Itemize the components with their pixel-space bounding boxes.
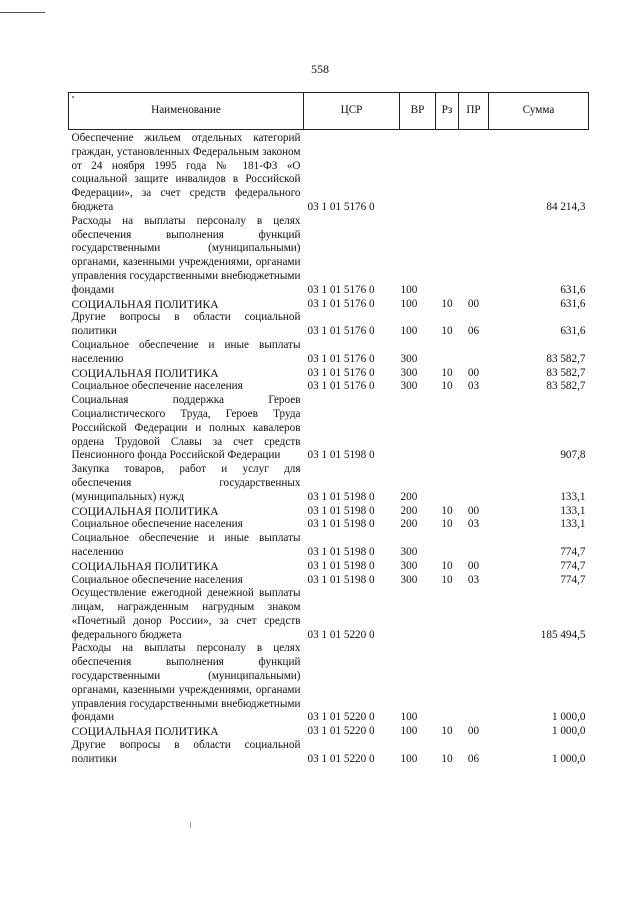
row-vr: 100 bbox=[400, 752, 418, 765]
row-sum: 631,6 bbox=[560, 283, 586, 296]
column-header-pr: ПР bbox=[459, 93, 489, 130]
row-rz: 10 bbox=[441, 518, 453, 531]
row-vr: 200 bbox=[400, 490, 418, 503]
row-pr: 00 bbox=[467, 366, 480, 379]
page-number: 558 bbox=[311, 62, 329, 76]
row-sum: 1 000,0 bbox=[551, 711, 586, 724]
row-pr: 00 bbox=[467, 559, 480, 572]
row-vr bbox=[400, 130, 436, 215]
row-rz: 10 bbox=[441, 573, 453, 586]
row-pr: 06 bbox=[467, 752, 480, 765]
row-name: СОЦИАЛЬНАЯ ПОЛИТИКА bbox=[71, 504, 219, 518]
row-csr: 03 1 01 5198 0 bbox=[307, 545, 375, 558]
table-row bbox=[69, 574, 589, 588]
row-sum: 631,6 bbox=[560, 325, 586, 338]
row-vr bbox=[400, 587, 436, 642]
row-csr: 03 1 01 5198 0 bbox=[307, 449, 375, 462]
row-vr: 100 bbox=[400, 297, 418, 310]
row-vr: 100 bbox=[400, 711, 418, 724]
row-rz bbox=[436, 642, 459, 725]
row-vr: 300 bbox=[400, 366, 418, 379]
row-rz bbox=[436, 463, 459, 504]
table-row bbox=[69, 505, 589, 519]
table-row bbox=[69, 532, 589, 560]
row-pr: 03 bbox=[467, 518, 480, 531]
row-name: Расходы на выплаты персоналу в целях обеспечения выполнения функций государственными (муниципальными) органами, казенными учреждениями, органами управления государственными внебюджетными фондами bbox=[71, 214, 301, 296]
row-sum: 907,8 bbox=[560, 449, 586, 462]
row-csr: 03 1 01 5198 0 bbox=[307, 573, 375, 586]
row-name: Обеспечение жильем отдельных категорий граждан, установленных Федеральным законом от 24 ноября 1995 года № 181-ФЗ «О социальной защите инвалидов в Российской Федерации», за счет средств федерального бюджета bbox=[71, 132, 301, 213]
row-pr bbox=[459, 215, 489, 298]
row-sum: 83 582,7 bbox=[546, 366, 586, 379]
row-vr: 300 bbox=[400, 559, 418, 572]
row-vr: 300 bbox=[400, 380, 418, 393]
row-pr: 00 bbox=[467, 504, 480, 517]
row-pr: 00 bbox=[467, 297, 480, 310]
row-rz: 10 bbox=[441, 504, 453, 517]
table-row bbox=[69, 130, 589, 215]
row-rz bbox=[436, 215, 459, 298]
row-pr bbox=[459, 339, 489, 367]
table-row bbox=[69, 725, 589, 739]
scan-mark-line bbox=[0, 12, 45, 13]
row-name: Социальное обеспечение населения bbox=[71, 518, 243, 531]
row-rz: 10 bbox=[441, 559, 453, 572]
row-rz: 10 bbox=[441, 725, 453, 738]
row-name: Другие вопросы в области социальной политики bbox=[71, 739, 301, 765]
row-rz: 10 bbox=[441, 297, 453, 310]
row-csr: 03 1 01 5220 0 bbox=[307, 752, 375, 765]
row-sum: 133,1 bbox=[560, 490, 586, 503]
scan-speck bbox=[190, 822, 191, 828]
row-name: Другие вопросы в области социальной политики bbox=[71, 311, 301, 338]
row-pr bbox=[459, 394, 489, 463]
row-vr: 300 bbox=[400, 573, 418, 586]
row-csr: 03 1 01 5220 0 bbox=[307, 725, 375, 738]
row-vr: 300 bbox=[400, 545, 418, 558]
row-csr: 03 1 01 5198 0 bbox=[307, 559, 375, 572]
table-row bbox=[69, 587, 589, 642]
row-pr: 03 bbox=[467, 573, 480, 586]
row-sum: 133,1 bbox=[560, 518, 586, 531]
row-sum: 774,7 bbox=[560, 559, 586, 572]
table-row bbox=[69, 298, 589, 312]
row-pr: 03 bbox=[467, 380, 480, 393]
table-row bbox=[69, 339, 589, 367]
budget-table bbox=[68, 92, 589, 767]
table-row bbox=[69, 739, 589, 767]
row-rz bbox=[436, 532, 459, 560]
row-csr: 03 1 01 5176 0 bbox=[307, 366, 375, 379]
row-rz bbox=[436, 587, 459, 642]
row-sum: 83 582,7 bbox=[546, 352, 586, 365]
row-name: Социальное обеспечение населения bbox=[71, 380, 243, 393]
row-name: Социальное обеспечение населения bbox=[71, 573, 243, 586]
table-row bbox=[69, 642, 589, 725]
row-name: Социальная поддержка Героев Социалистического Труда, Героев Труда Российской Федерации и полных кавалеров ордена Трудовой Славы за счет средств Пенсионного фонда Российской Федерации bbox=[71, 394, 301, 462]
table-row bbox=[69, 380, 589, 394]
row-csr: 03 1 01 5198 0 bbox=[307, 518, 375, 531]
column-header-csr: ЦСР bbox=[304, 93, 400, 130]
row-csr: 03 1 01 5220 0 bbox=[307, 711, 375, 724]
row-sum: 1 000,0 bbox=[551, 752, 586, 765]
row-pr: 06 bbox=[467, 325, 480, 338]
row-rz: 10 bbox=[441, 752, 453, 765]
row-vr: 100 bbox=[400, 725, 418, 738]
row-pr bbox=[459, 463, 489, 504]
row-sum: 133,1 bbox=[560, 504, 586, 517]
row-name: СОЦИАЛЬНАЯ ПОЛИТИКА bbox=[71, 366, 219, 380]
column-header-rz: Рз bbox=[436, 93, 459, 130]
row-sum: 185 494,5 bbox=[540, 628, 586, 641]
row-pr bbox=[459, 532, 489, 560]
row-rz bbox=[436, 339, 459, 367]
row-sum: 774,7 bbox=[560, 545, 586, 558]
row-csr: 03 1 01 5176 0 bbox=[307, 297, 375, 310]
row-sum: 774,7 bbox=[560, 573, 586, 586]
table-row bbox=[69, 215, 589, 298]
table-row bbox=[69, 367, 589, 381]
row-sum: 83 582,7 bbox=[546, 380, 586, 393]
row-pr bbox=[459, 587, 489, 642]
row-vr: 100 bbox=[400, 283, 418, 296]
row-csr: 03 1 01 5176 0 bbox=[307, 200, 375, 213]
row-rz: 10 bbox=[441, 366, 453, 379]
row-vr: 200 bbox=[400, 518, 418, 531]
row-rz bbox=[436, 130, 459, 215]
row-vr: 100 bbox=[400, 325, 418, 338]
row-name: СОЦИАЛЬНАЯ ПОЛИТИКА bbox=[71, 559, 219, 573]
row-name: Расходы на выплаты персоналу в целях обеспечения выполнения функций государственными (муниципальными) органами, казенными учреждениями, органами управления государственными внебюджетными фондами bbox=[71, 642, 301, 724]
row-name: СОЦИАЛЬНАЯ ПОЛИТИКА bbox=[71, 725, 219, 739]
row-csr: 03 1 01 5176 0 bbox=[307, 283, 375, 296]
row-csr: 03 1 01 5176 0 bbox=[307, 325, 375, 338]
row-sum: 84 214,3 bbox=[546, 200, 586, 213]
table-row bbox=[69, 311, 589, 339]
row-name: СОЦИАЛЬНАЯ ПОЛИТИКА bbox=[71, 297, 219, 311]
column-header-name: Наименование bbox=[69, 93, 304, 130]
row-name: Социальное обеспечение и иные выплаты населению bbox=[71, 338, 301, 365]
table-row bbox=[69, 463, 589, 504]
column-header-sum: Сумма bbox=[489, 93, 589, 130]
row-csr: 03 1 01 5220 0 bbox=[307, 628, 375, 641]
row-vr: 300 bbox=[400, 352, 418, 365]
row-sum: 1 000,0 bbox=[551, 725, 586, 738]
row-rz bbox=[436, 394, 459, 463]
row-vr: 200 bbox=[400, 504, 418, 517]
table-row bbox=[69, 394, 589, 463]
table-row bbox=[69, 518, 589, 532]
row-rz: 10 bbox=[441, 325, 453, 338]
row-pr bbox=[459, 130, 489, 215]
row-sum: 631,6 bbox=[560, 297, 586, 310]
row-csr: 03 1 01 5198 0 bbox=[307, 504, 375, 517]
row-rz: 10 bbox=[441, 380, 453, 393]
row-csr: 03 1 01 5198 0 bbox=[307, 490, 375, 503]
column-header-vr: ВР bbox=[400, 93, 436, 130]
table-header-row bbox=[69, 93, 589, 130]
row-name: Социальное обеспечение и иные выплаты населению bbox=[71, 532, 301, 558]
row-csr: 03 1 01 5176 0 bbox=[307, 352, 375, 365]
row-name: Закупка товаров, работ и услуг для обеспечения государственных (муниципальных) нужд bbox=[71, 463, 301, 503]
row-csr: 03 1 01 5176 0 bbox=[307, 380, 375, 393]
table-row bbox=[69, 560, 589, 574]
row-pr: 00 bbox=[467, 725, 480, 738]
row-pr bbox=[459, 642, 489, 725]
row-name: Осуществление ежегодной денежной выплаты лицам, награжденным нагрудным знаком «Почетный донор России», за счет средств федерального бюджета bbox=[71, 587, 301, 641]
row-vr bbox=[400, 394, 436, 463]
